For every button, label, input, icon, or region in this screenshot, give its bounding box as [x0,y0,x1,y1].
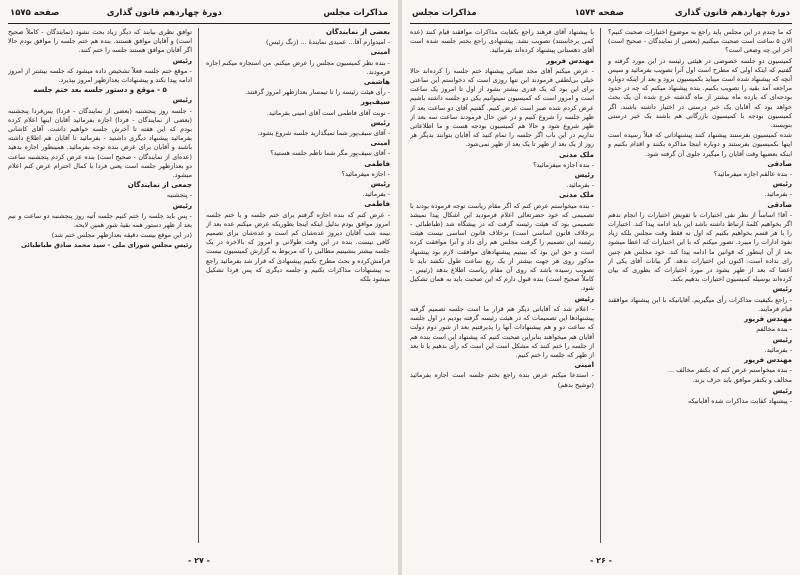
right-page-header [410,6,792,22]
paragraph: - پنجشنبه [166,191,192,200]
paragraph: - عرض میکنم آقای مجد ضیائی پیشنهاد ختم جلسه را کرده‌اند حالا خیلی بی‌لطفی فرمودند ابن تنها روزی است که دخواستم این ساعتی برای این بود که یک قدری بیشتر بشود از اول تا امروز یک ساعت است و امروز است که کمیسیون نمیتوانیم یکی دو جلسه داشته باشیم عرض کردم شده صبر است عرض کنیم. گفتیم آقای دو ساعت بعد از ظهر جلسه را شروع کنیم و در عین حال فرمودند ساعت سه بعد از ظهر شروع شود و حالا هم کمیسیون بودجه هست و ما اطلاعاتی نداریم در این باب اگر جلسه را تمام کنید که آقایان بتوانند بدیگر هر روز از یک بعد از ظهر تا یک بعد از ظهر نمی‌شود. [410,66,594,149]
paragraph: - بفرمائید. [764,345,792,354]
section-heading: ۵ - موقع و دستور جلسه بعد ختم جلسه [33,86,167,95]
speaker-name: رئیس [574,171,594,180]
paragraph: - بنده میخواستم عرض کنم که بکنفر مخالف ... [668,366,792,375]
right-page [410,6,792,569]
paragraph: - آقای سیف‌پور مگر شما ناظم جلسه هستید؟ [270,149,390,158]
speaker-name: رئیس [172,96,192,105]
right-page-footer: - ۲۶ - [590,556,612,565]
left-header-title: مذاكرات مجلس [323,8,388,18]
speaker-name: مهندس فریور [744,355,792,364]
speaker-name: رئیس [172,201,192,210]
speaker-name: امینی [370,139,390,148]
left-page-footer: - ۲۷ - [188,556,210,565]
paragraph: - راجع بکیفیت مذاکرات رأی میگیریم. آقایانیکه با این پیشنهاد موافقند قیام فرمایند. [608,295,792,313]
left-column-divider [198,28,199,543]
paragraph: - موقع ختم جلسه فعلاً تشخیص داده میشود که جلسه بیشتر از امروز ادامه پیدا نکند و پیشنهادات بعدازظهر امروز بپذیرد. [8,66,192,85]
paragraph: - بنده نظر کمیسیون مجلس را عرض میکنم. من استجازه میکنم اجازه فرمودند. [206,58,390,76]
speaker-name: رئیس [772,180,792,189]
speaker-name: رئیس [772,335,792,344]
left-header-session: دورهٔ چهاردهم قانون گذاری [106,8,222,18]
speaker-name: رئیس [370,180,390,189]
paragraph: با پیشنهاد آقای فرهند راجع بکفایت مذاکرات موافقند قیام کنند (عده کمی برخاستند) تصویب نشد. پیشنهادی راجع بختم جلسه شده است آقای دهستانی پیشنهاد کرده‌اند بفرمائید. [410,28,594,55]
speaker-name: فاطمی [364,200,390,209]
paragraph: - آقای سیف‌پور شما تمیگذارید جلسه شروع بشود. [257,129,390,138]
speaker-name: هاشمی [363,78,390,87]
right-column-divider [600,28,601,543]
paragraph: - استدعا میکنم عرض بنده راجع بختم جلسه است اجازه بفرمائید (توشیح بدهم) [410,371,594,389]
left-header-page-number: صفحه ۱۵۷۵ [10,8,60,18]
paragraph: - پیشنهاد کفایت مذاکرات شده آقایانیکه [688,396,792,405]
paragraph: - بنده اجازه میفرمائید؟ [533,160,594,169]
paragraph: - پس باید جلسه را ختم کنیم جلسه آتیه روز پنجشنبه دو ساعت و نیم بعد از ظهر دستور همه بقیهٔ شور همین لایحه. [8,211,192,230]
paragraph: - جلسه روز پنجشنبه (بعضی از نمایندگان - فردا) یس‌فردا پنجشنبه (بعضی از نمایندگان - فردا) اجازه بفرمائید آقایان اینها اعلام کرده بودم که این هفته تا آخرش جلسه خواهیم داشت. آقای کاشانی بفرمائید پیشنهاد دیگری داشتید - بفرمائید تا آقایان هم اطلاع داشته باشند و آقایان برای عرض بنده توجه بفرمائید. همینطور اجازه بدهید (عده‌ای از نمایندگان - صحیح است) بنده عرض کردم پنجشنبه ساعت دو بعدازظهر جلسه است یعنی فردا با کمال احترام عرض کنم اعلام میشود. [8,106,192,180]
paragraph: - امیدوارم آقا... عمیدی نمایندهٔ ... (زنگ رئیس) [265,38,390,47]
speaker-name: سیف‌پور [360,98,390,107]
left-page-right-column [206,28,390,547]
right-header-title: مذاکرات مجلس [412,8,477,18]
left-page-header [8,6,390,22]
paragraph: - بفرمائید. [566,181,594,190]
speaker-name: مهندس فریور [546,56,594,65]
speaker-name: ملک مدنی [559,150,594,159]
speaker-name: امینی [370,48,390,57]
speaker-name: رئیس [370,118,390,127]
paragraph: مخالف و یکنفر موافق باید حرف بزند. [692,376,792,385]
paragraph: که ما چندم در این مجلس باید راجع به موضوع اختیارات صحبت کنیم؟ الان ۵ ساعت است صحبت میکنیم (بعضی از نمایندگان - صحیح است) آخر این چه وضعی است؟ [608,28,792,55]
speaker-name: صادقی [767,159,792,168]
signature-line: رئیس مجلس شورای ملی - سید محمد صادق طباطبائی [20,241,192,250]
speaker-name: امینی [574,361,594,370]
speaker-name: جمعی از نمایندگان [127,181,192,190]
left-header-rule [8,23,390,24]
paragraph: - رأی هیئت رئیسه را تا تیمسار بعدازظهر امروز گرفتند. [245,88,390,97]
paragraph: (در این موقع بیست دقیقه بعدازظهر مجلس ختم شد) [51,231,192,240]
paragraph: - بفرمائید. [362,190,390,199]
paragraph: کمیسیون دو جلسه خصوصی در هیئتی رئیسه در این مورد گرفته و گفتیم که اینکه اولی که مطرح است اول آنرا تصویب بفرمائید و سپس آنچه که پیشنهاد شده است میباید بکمیسیون برود و بعد از اینکه دوباره مراجعه آمد بقیه را تصویب بکنیم. بنده پیشنهاد میکنم که چه در حدود بودجه‌ای که یازده ماه بیشتر از ماه گذشته خرج شده آن یک بحث خواهد بود که آقایان یک خبر درستی در اختیار داشته باشند. اگر کمیسیون بودجه با کمیسیون بازرگانی هم باشند یک خبر درستی بنویسند. [608,56,792,130]
right-header-session: دورهٔ چهاردهم قانون گذاری [674,8,790,18]
right-page-left-column [410,28,594,547]
right-header-rule [410,23,792,24]
speaker-name: فاطمی [364,159,390,168]
speaker-name: مهندس فریور [744,315,792,324]
left-page-left-column [8,28,192,547]
paragraph: توافق نظری بیابند که دیگر زیاد بحث نشود (نمایندگان - کاملاً صحیح است) و آقایان موافق هستند. بنده هم ختم جلسه را موافق بودم حالا اگر آقایان موافق هستند جلسه را ختم کنند. [8,28,192,55]
paragraph: - بنده میخواستم عرض کنم که اگر مقام ریاست توجه فرموده بودند با تصمیمی که خود حضرتعالی اعلام فرمودید این اشکال پیدا نمیشد تصمیمی بود که هیئت رئیسه گرفت که در پیشگاه شد (طباطبائی - برخلاف قانون اساسی است) برخلاف قانون اساسی نیست هیئت رئیسه این تصمیم را گرفت مجلس هم رأی داد و آنرا موافقت کرده است و حق این بود که ببینیم پیشنهادهای موافقت لازم بود پیشنهاد مذکور روی هر جهت بیشتر از یک ربع ساعت طول نکشد باید تا تصویب رسیده باشد که روی آن مقام ریاست اطلاع بدهد (رئیس - کاملاً صحیح است) بنده قبول دارم که این صحبت باید به همان تشکیل شود. [410,201,594,293]
paragraph: شده کمیسیون بفرستند پیشنهاد کنند پیشنهاداتی که قبلاً رسیده است اینها بکمیسیون بفرستند و دوباره اینجا مذاکره بکنند و اقدام بکنیم و اینکه بعضیها وقت آقایان را میگیرد جلوی آن گرفته شود. [608,131,792,158]
paragraph: - اجازه میفرمائید؟ [341,169,390,178]
speaker-name: رئیس [772,386,792,395]
paragraph: - آقا! اساساً از نظر نفی اختیارات با تفویض اختیارات را انجام ندهم اگر بخواهیم کلمهٔ ارتباط داشته باشد این باید ادامه پیدا کند. اختیارات را با هر قسم بخواهیم بکنیم که اول نه فقط وقت مجلس بلکه زیاد نفوذ ادارات را میبرد. تصور میکنم که با این اختیارات که اعطا میشود بعد از آن اینطور که قوانین ما ادامه پیدا کند. خود مجلس هم چنین رای نداده است. اکنون این اختیارات ندهد. گر بیانات آقای یکی از اعضا که بعد از ظهر بشود در مورد اختیارات که بطوری که بیان کرده‌اند بوسیله کمیسیون اختیارات بدهیم بکند. [608,210,792,284]
paragraph: - بنده مخالفم [756,325,792,334]
page-gutter [398,0,402,575]
speaker-name: رئیس [574,294,594,303]
speaker-name: رئیس [772,285,792,294]
right-page-right-column [608,28,792,547]
paragraph: - بنده عالقم اجازه میفرمائید؟ [713,170,792,179]
right-header-page-number: صفحه ۱۵۷۴ [574,8,624,18]
paragraph: - عرض کنم که بنده اجازه گرفتم برای ختم جلسه و با ختم جلسه امروز موافق بودم بدلیل اینکه اینجا بطوریکه عرض میکنم عده بعد از نیمه شب آقایان دیروز عده‌شان کم است و عده‌شان برای تصمیم کافی نیست. بنده در این وقت طولانی و امروز که بالاخره در یک جلسه بیشتر بنشینیم مطالبی را که مربوط به گزارش کمیسیون نیست فرامش‌کرده و بحث مطرح بکنیم پیشنهادی که قرار شد بفرمائید راجع به پیشنهادات مذاکرات بکنیم و جلسه دیگری که پس فردا تشکیل میشود بلکه [206,210,390,284]
speaker-name: بعضی از نمایندگان [325,28,390,36]
left-page [8,6,390,569]
paragraph: - نوبت آقای فاطمی است آقای امینی بفرمائید. [266,108,390,117]
speaker-name: ملک مدنی [559,191,594,200]
paragraph: - بفرمائید. [764,190,792,199]
speaker-name: رئیس [172,56,192,65]
speaker-name: صادقی [767,200,792,209]
paragraph: - اعلام شد که آقایانی دیگر هم قرار ما است جلسه تصمیم گرفته پیشنهادها این تصمیمات که در هیئت رئیسه گرفته بودیم در اول جلسه که ساعت دو و هم پیشنهادات آنها را پذیرفتیم بعد از شور دوم دولت آقایان هم میخواهند بنابراین صحبت کنیم که پیشنهاد این است بنده هم از جلسه را ختم کنند که مشکل است این است که رأی بدهیم یا تا بعد از ظهر که جلسه را ختم کنیم. [410,304,594,359]
